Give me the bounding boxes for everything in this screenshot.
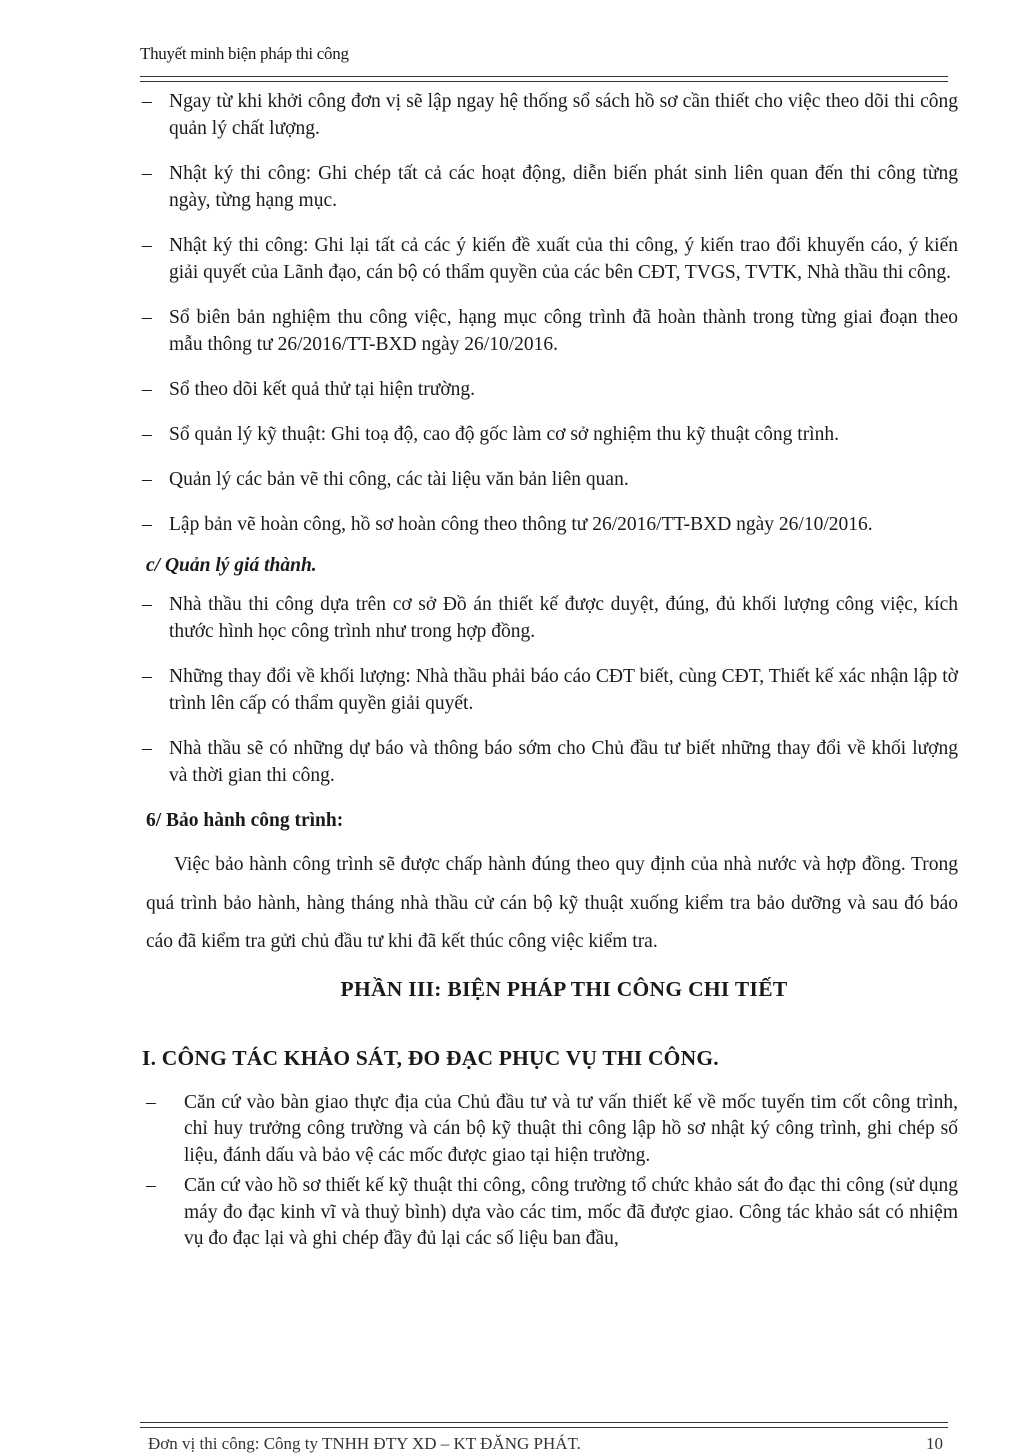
- list-item: – Sổ biên bản nghiệm thu công việc, hạng mục công trình đã hoàn thành trong từng giai đoạn theo mẫu thông tư 26/2016/TT-BXD ngày 26/10/2016.: [140, 304, 958, 358]
- footer-rule: [140, 1422, 948, 1428]
- dash-bullet: –: [142, 469, 152, 490]
- dash-bullet: –: [142, 163, 152, 184]
- running-header: Thuyết minh biện pháp thi công: [140, 44, 349, 63]
- footer-company: Đơn vị thi công: Công ty TNHH ĐTY XD – KT ĐĂNG PHÁT.: [148, 1434, 581, 1453]
- list-item: – Căn cứ vào hồ sơ thiết kế kỹ thuật thi công, công trường tổ chức khảo sát đo đạc thi công (sử dụng máy đo đạc kinh vĩ và thuỷ bình) dựa vào các tim, mốc đã được giao. Công tác khảo sát có nhiệm vụ đo đạc lại và ghi chép đầy đủ lại các số liệu ban đầu,: [146, 1175, 958, 1249]
- list-item: – Nhật ký thi công: Ghi chép tất cả các hoạt động, diễn biến phát sinh liên quan đến thi công từng ngày, từng hạng mục.: [140, 160, 958, 214]
- dash-bullet: –: [142, 514, 152, 535]
- list-item: – Nhà thầu sẽ có những dự báo và thông báo sớm cho Chủ đầu tư biết những thay đổi về khối lượng và thời gian thi công.: [140, 735, 958, 789]
- list-item: – Những thay đổi về khối lượng: Nhà thầu phải báo cáo CĐT biết, cùng CĐT, Thiết kế xác nhận lập tờ trình lên cấp có thẩm quyền giải quyết.: [140, 663, 958, 717]
- page-body: [140, 88, 958, 1257]
- list-item: – Nhà thầu thi công dựa trên cơ sở Đồ án thiết kế được duyệt, đúng, đủ khối lượng công việc, kích thước hình học công trình như trong hợp đồng.: [140, 591, 958, 645]
- header-rule: [140, 76, 948, 82]
- body-paragraph: Việc bảo hành công trình sẽ được chấp hành đúng theo quy định của nhà nước và hợp đồng. Trong quá trình bảo hành, hàng tháng nhà thầu cử cán bộ kỹ thuật xuống kiểm tra bảo dưỡng và sau đó báo cáo đã kiểm tra gửi chủ đầu tư khi đã kết thúc công việc kiểm tra.: [146, 854, 958, 952]
- dash-bullet: –: [142, 379, 152, 400]
- page-number: 10: [926, 1434, 943, 1453]
- list-item: – Sổ quản lý kỹ thuật: Ghi toạ độ, cao độ gốc làm cơ sở nghiệm thu kỹ thuật công trình.: [140, 421, 958, 448]
- list-item: – Căn cứ vào bàn giao thực địa của Chủ đầu tư và tư vấn thiết kế về mốc tuyến tim cốt công trình, chỉ huy trưởng công trường và cán bộ kỹ thuật thi công lập hồ sơ nhật ký công trình, ghi chép số liệu, đánh dấu và bảo vệ các mốc được giao tại hiện trường.: [146, 1091, 958, 1166]
- dash-bullet: –: [142, 666, 152, 687]
- dash-bullet: –: [142, 235, 152, 256]
- dash-bullet: –: [142, 738, 152, 759]
- list-item: – Lập bản vẽ hoàn công, hồ sơ hoàn công theo thông tư 26/2016/TT-BXD ngày 26/10/2016.: [140, 511, 958, 538]
- dash-bullet: –: [146, 1091, 156, 1113]
- list-item: – Sổ theo dõi kết quả thử tại hiện trường.: [140, 376, 958, 403]
- subsection-heading: c/ Quản lý giá thành.: [146, 555, 317, 576]
- section-heading: 6/ Bảo hành công trình:: [146, 810, 344, 831]
- dash-bullet: –: [146, 1175, 156, 1196]
- list-item: – Nhật ký thi công: Ghi lại tất cả các ý kiến đề xuất của thi công, ý kiến trao đổi khuyến cáo, ý kiến giải quyết của Lãnh đạo, cán bộ có thẩm quyền của các bên CĐT, TVGS, TVTK, Nhà thầu thi công.: [140, 232, 958, 286]
- part-title: PHẦN III: BIỆN PHÁP THI CÔNG CHI TIẾT: [340, 976, 788, 1001]
- list-item: – Quản lý các bản vẽ thi công, các tài liệu văn bản liên quan.: [140, 466, 958, 493]
- dash-bullet: –: [142, 307, 152, 328]
- dash-bullet: –: [142, 594, 152, 615]
- dash-bullet: –: [142, 424, 152, 445]
- chapter-title: I. CÔNG TÁC KHẢO SÁT, ĐO ĐẠC PHỤC VỤ THI CÔNG.: [142, 1045, 719, 1070]
- dash-bullet: –: [142, 91, 152, 112]
- list-item: – Ngay từ khi khởi công đơn vị sẽ lập ngay hệ thống sổ sách hồ sơ cần thiết cho việc theo dõi thi công quản lý chất lượng.: [140, 88, 958, 142]
